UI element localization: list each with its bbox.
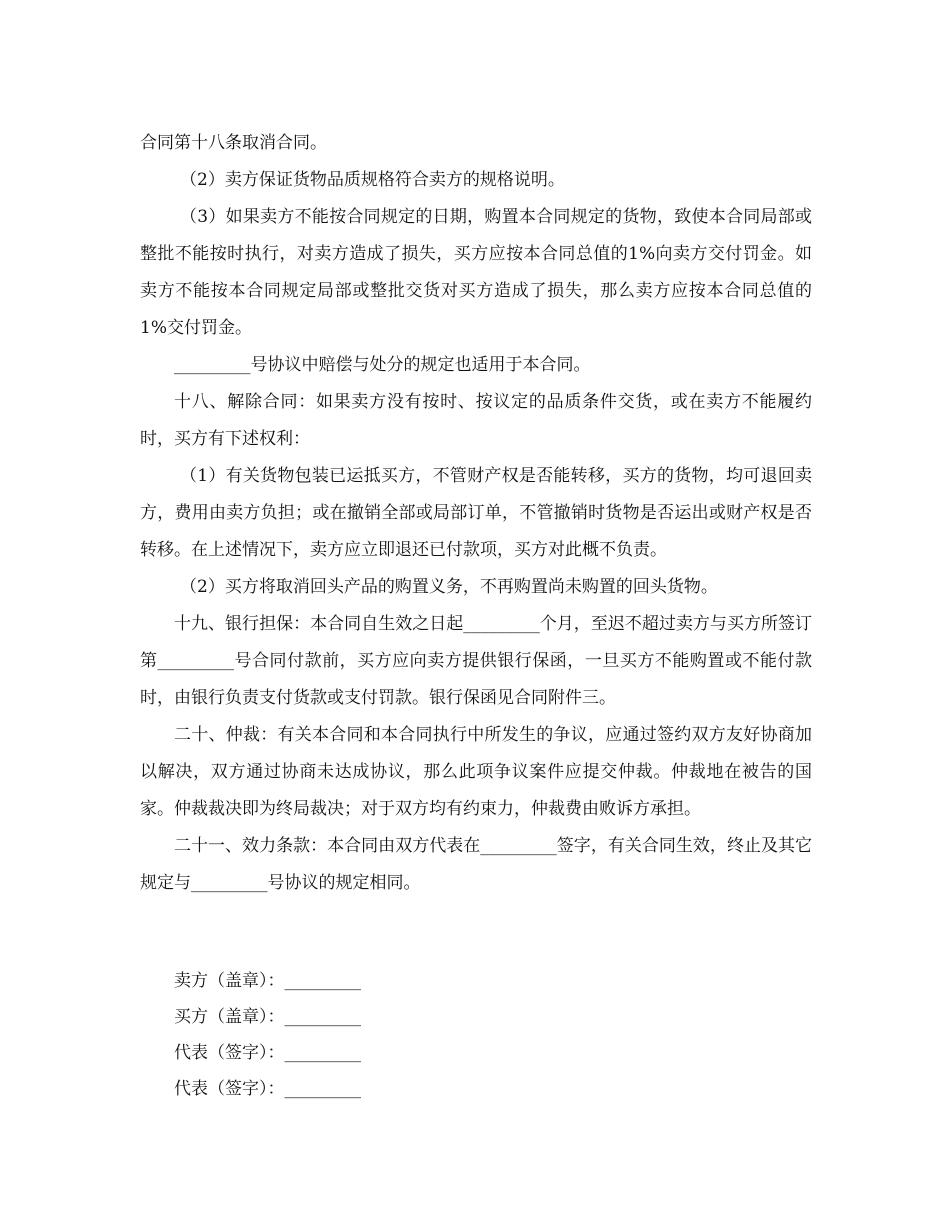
- signature-block: [174, 963, 361, 1107]
- clause-18-item-2: （2）买方将取消回头产品的购置义务，不再购置尚未购置的回头货物。: [180, 577, 718, 597]
- contract-body: [140, 125, 812, 902]
- clause-item-3-penalty: （3）如果卖方不能按合同规定的日期，购置本合同规定的货物，致使本合同局部或整批不能按时执行，对卖方造成了损失，买方应按本合同总值的1%向卖方交付罚金。如卖方不能按本合同规定局部或整批交货对买方造成了损失，那么卖方应按本合同总值的1%交付罚金。: [140, 207, 812, 338]
- clause-item-2-quality: （2）卖方保证货物品质规格符合卖方的规格说明。: [180, 170, 565, 190]
- buyer-seal-line: 买方（盖章）：_________: [174, 1007, 361, 1027]
- clause-21-validity: 二十一、效力条款：本合同由双方代表在_________签字，有关合同生效，终止及其它规定与_________号协议的规定相同。: [140, 836, 812, 893]
- clause-19-bank-guarantee: 十九、银行担保：本合同自生效之日起_________个月，至迟不超过卖方与买方所签订第_________号合同付款前，买方应向卖方提供银行保函，一旦买方不能购置或不能付款时，由银行负责支付货款或支付罚款。银行保函见合同附件三。: [140, 614, 812, 708]
- representative-signature-line: 代表（签字）：_________: [174, 1043, 361, 1063]
- clause-18-item-1: （1）有关货物包装已运抵买方，不管财产权是否能转移，买方的货物，均可退回卖方，费用由卖方负担；或在撤销全部或局部订单，不管撤销时货物是否运出或财产权是否转移。在上述情况下，卖方应立即退还已付款项，买方对此概不负责。: [140, 466, 812, 560]
- representative-signature-line: 代表（签字）：_________: [174, 1079, 361, 1099]
- clause-agreement-reference: _________号协议中赔偿与处分的规定也适用于本合同。: [174, 355, 591, 375]
- seller-seal-line: 卖方（盖章）：_________: [174, 971, 361, 991]
- clause-20-arbitration: 二十、仲裁：有关本合同和本合同执行中所发生的争议，应通过签约双方友好协商加以解决，双方通过协商未达成协议，那么此项争议案件应提交仲裁。仲裁地在被告的国家。仲裁裁决即为终局裁决；对于双方均有约束力，仲裁费由败诉方承担。: [140, 725, 812, 819]
- clause-18-termination: 十八、解除合同：如果卖方没有按时、按议定的品质条件交货，或在卖方不能履约时，买方有下述权利：: [140, 392, 812, 449]
- paragraph-continuation: 合同第十八条取消合同。: [140, 133, 327, 153]
